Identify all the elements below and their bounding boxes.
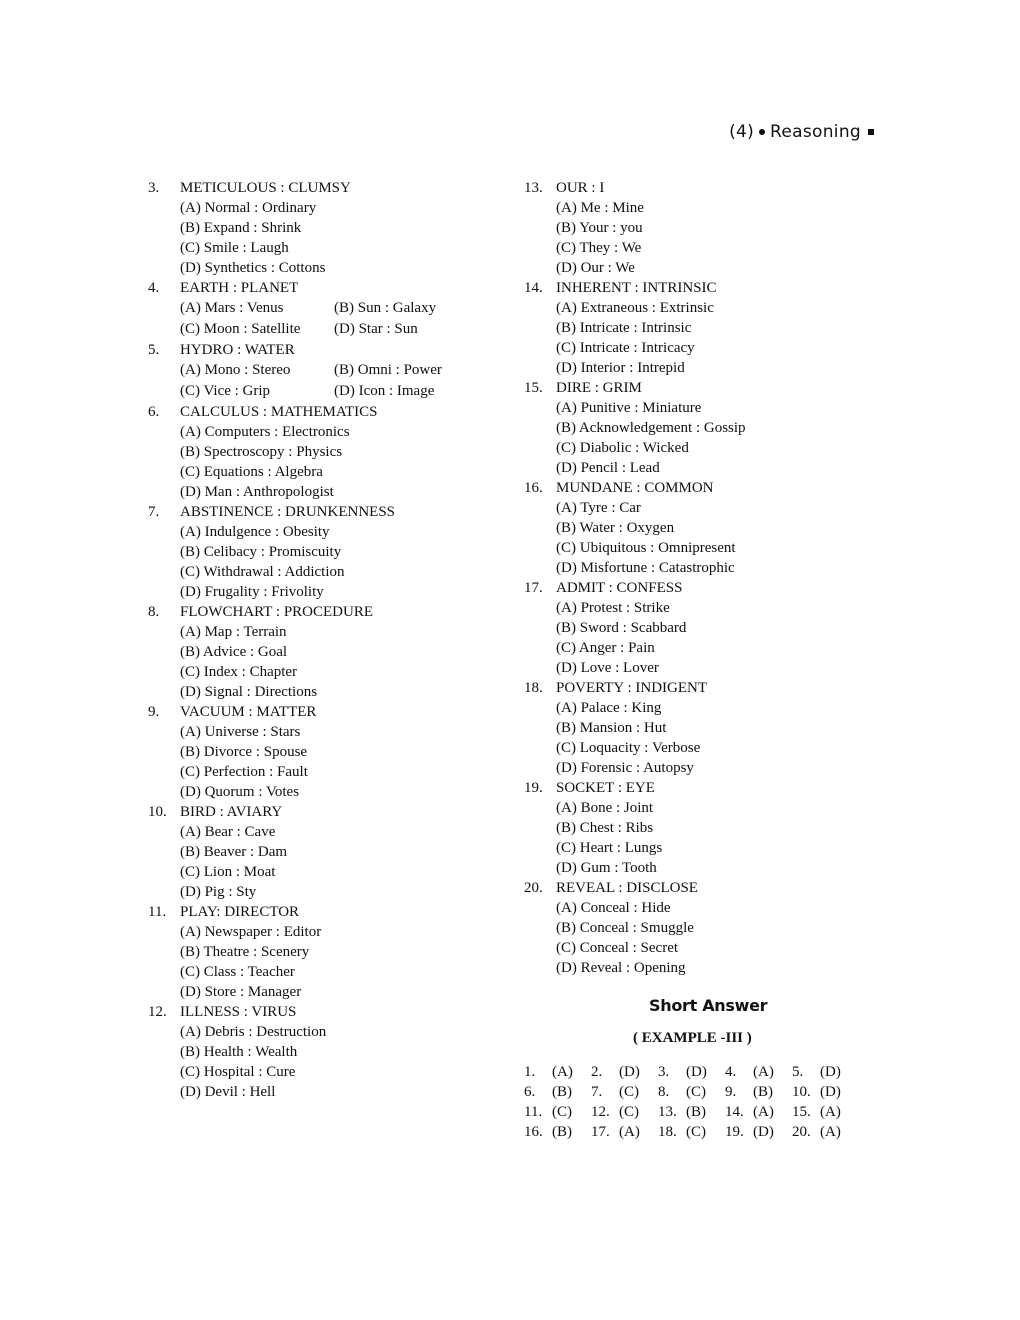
option-item: (A) Normal : Ordinary <box>180 200 317 216</box>
question-stem <box>148 340 488 360</box>
answer-letter: (B) <box>552 1124 572 1140</box>
answer-number: 13. <box>658 1104 677 1120</box>
answer-number: 14. <box>725 1104 744 1120</box>
answer-number: 7. <box>591 1084 603 1100</box>
answer-letter: (A) <box>753 1104 774 1120</box>
option-item: (D) Signal : Directions <box>180 684 318 700</box>
bullet-icon <box>759 129 765 135</box>
option-item: (C) Conceal : Secret <box>556 940 679 956</box>
question-item <box>148 702 488 802</box>
answer-letter: (A) <box>820 1124 841 1140</box>
option-item: (C) Smile : Laugh <box>180 240 289 256</box>
option-item: (B) Mansion : Hut <box>556 720 667 736</box>
answer-row <box>524 1122 859 1142</box>
question-item <box>148 402 488 502</box>
question-stem <box>148 278 488 298</box>
question-item <box>524 278 864 378</box>
answer-entry <box>591 1122 658 1142</box>
option-item: (A) Extraneous : Extrinsic <box>556 300 714 316</box>
option-item: (A) Protest : Strike <box>556 600 670 616</box>
option-item: (C) They : We <box>556 240 642 256</box>
question-pair: MUNDANE : COMMON <box>556 480 714 496</box>
question-pair: PLAY: DIRECTOR <box>180 904 300 920</box>
option-item: (C) Moon : Satellite <box>180 321 301 337</box>
answer-number: 17. <box>591 1124 610 1140</box>
answer-entry <box>792 1102 859 1122</box>
question-stem <box>148 802 488 822</box>
answer-number: 18. <box>658 1124 677 1140</box>
question-stem <box>148 178 488 198</box>
option-item: (B) Expand : Shrink <box>180 220 302 236</box>
option-item: (C) Hospital : Cure <box>180 1064 296 1080</box>
option-item: (D) Gum : Tooth <box>556 860 657 876</box>
question-pair: SOCKET : EYE <box>556 780 655 796</box>
answer-letter: (D) <box>619 1064 640 1080</box>
question-number: 4. <box>148 280 160 296</box>
question-pair: DIRE : GRIM <box>556 380 642 396</box>
option-item: (C) Intricate : Intricacy <box>556 340 695 356</box>
answer-letter: (A) <box>552 1064 573 1080</box>
question-pair: ABSTINENCE : DRUNKENNESS <box>180 504 396 520</box>
option-row <box>148 360 488 381</box>
question-pair: CALCULUS : MATHEMATICS <box>180 404 378 420</box>
answer-entry <box>725 1062 792 1082</box>
option-row <box>148 381 488 402</box>
option-item: (B) Sword : Scabbard <box>556 620 687 636</box>
question-pair: POVERTY : INDIGENT <box>556 680 708 696</box>
option-item: (C) Withdrawal : Addiction <box>180 564 345 580</box>
option-item: (D) Forensic : Autopsy <box>556 760 694 776</box>
question-item <box>148 178 488 278</box>
answer-entry <box>591 1082 658 1102</box>
answer-number: 6. <box>524 1084 536 1100</box>
option-item: (A) Tyre : Car <box>556 500 641 516</box>
example-title: ( EXAMPLE -III ) <box>633 1030 752 1046</box>
option-item: (C) Class : Teacher <box>180 964 295 980</box>
option-item: (C) Index : Chapter <box>180 664 298 680</box>
question-pair: BIRD : AVIARY <box>180 804 283 820</box>
question-pair: REVEAL : DISCLOSE <box>556 880 698 896</box>
option-item: (C) Heart : Lungs <box>556 840 663 856</box>
option-item: (C) Ubiquitous : Omnipresent <box>556 540 736 556</box>
question-item <box>524 378 864 478</box>
answer-letter: (B) <box>686 1104 706 1120</box>
option-item: (C) Diabolic : Wicked <box>556 440 689 456</box>
question-item <box>148 278 488 340</box>
question-stem <box>524 278 864 298</box>
question-item <box>524 778 864 878</box>
answer-letter: (D) <box>820 1084 841 1100</box>
answer-number: 3. <box>658 1064 670 1080</box>
question-stem <box>524 778 864 798</box>
answer-letter: (C) <box>552 1104 572 1120</box>
question-item <box>524 478 864 578</box>
answer-entry <box>725 1122 792 1142</box>
question-item <box>148 602 488 702</box>
question-number: 3. <box>148 180 160 196</box>
answer-entry <box>792 1122 859 1142</box>
option-item: (D) Frugality : Frivolity <box>180 584 324 600</box>
answer-letter: (C) <box>619 1084 639 1100</box>
question-stem <box>148 902 488 922</box>
question-number: 6. <box>148 404 160 420</box>
answer-entry <box>524 1122 591 1142</box>
option-item: (B) Divorce : Spouse <box>180 744 308 760</box>
option-row <box>148 319 488 340</box>
question-number: 17. <box>524 580 543 596</box>
answer-number: 19. <box>725 1124 744 1140</box>
answer-entry <box>792 1062 859 1082</box>
question-item <box>148 902 488 1002</box>
question-number: 11. <box>148 904 167 920</box>
answer-number: 16. <box>524 1124 543 1140</box>
option-item: (B) Spectroscopy : Physics <box>180 444 343 460</box>
answer-row <box>524 1062 859 1082</box>
option-item: (A) Palace : King <box>556 700 662 716</box>
option-item: (B) Theatre : Scenery <box>180 944 310 960</box>
option-item: (B) Acknowledgement : Gossip <box>556 420 746 436</box>
question-item <box>524 578 864 678</box>
option-item: (C) Lion : Moat <box>180 864 276 880</box>
answer-letter: (C) <box>619 1104 639 1120</box>
answer-letter: (B) <box>753 1084 773 1100</box>
answer-number: 5. <box>792 1064 804 1080</box>
question-number: 15. <box>524 380 543 396</box>
option-item: (A) Punitive : Miniature <box>556 400 702 416</box>
question-pair: ILLNESS : VIRUS <box>180 1004 297 1020</box>
option-item: (A) Universe : Stars <box>180 724 301 740</box>
page-number: (4) <box>729 122 755 142</box>
question-item <box>148 502 488 602</box>
question-stem <box>148 502 488 522</box>
question-pair: VACUUM : MATTER <box>180 704 317 720</box>
question-number: 10. <box>148 804 167 820</box>
option-item: (A) Newspaper : Editor <box>180 924 322 940</box>
option-item: (D) Love : Lover <box>556 660 659 676</box>
question-item <box>148 340 488 402</box>
option-item: (D) Interior : Intrepid <box>556 360 685 376</box>
question-number: 20. <box>524 880 543 896</box>
option-item: (D) Quorum : Votes <box>180 784 300 800</box>
option-item: (A) Me : Mine <box>556 200 644 216</box>
answer-number: 4. <box>725 1064 737 1080</box>
question-pair: OUR : I <box>556 180 605 196</box>
answer-number: 10. <box>792 1084 811 1100</box>
option-item: (B) Conceal : Smuggle <box>556 920 694 936</box>
question-number: 9. <box>148 704 160 720</box>
option-item: (D) Devil : Hell <box>180 1084 276 1100</box>
option-item: (B) Water : Oxygen <box>556 520 675 536</box>
question-pair: HYDRO : WATER <box>180 342 295 358</box>
answer-letter: (D) <box>820 1064 841 1080</box>
option-item: (A) Mono : Stereo <box>180 362 291 378</box>
answer-number: 20. <box>792 1124 811 1140</box>
answer-letter: (D) <box>686 1064 707 1080</box>
option-item: (A) Computers : Electronics <box>180 424 350 440</box>
option-item: (B) Your : you <box>556 220 643 236</box>
question-pair: FLOWCHART : PROCEDURE <box>180 604 374 620</box>
question-number: 16. <box>524 480 543 496</box>
answer-entry <box>725 1082 792 1102</box>
option-item: (A) Mars : Venus <box>180 300 284 316</box>
square-bullet-icon <box>868 129 874 135</box>
question-number: 19. <box>524 780 543 796</box>
question-pair: EARTH : PLANET <box>180 280 299 296</box>
option-item: (D) Star : Sun <box>334 321 418 337</box>
answer-letter: (D) <box>753 1124 774 1140</box>
question-stem <box>148 702 488 722</box>
option-item: (A) Indulgence : Obesity <box>180 524 330 540</box>
answer-entry <box>725 1102 792 1122</box>
question-pair: INHERENT : INTRINSIC <box>556 280 717 296</box>
question-stem <box>524 578 864 598</box>
option-item: (B) Sun : Galaxy <box>334 300 437 316</box>
question-number: 8. <box>148 604 160 620</box>
option-item: (D) Misfortune : Catastrophic <box>556 560 735 576</box>
question-number: 14. <box>524 280 543 296</box>
header-title: Reasoning <box>770 122 861 142</box>
answer-key <box>524 1062 859 1142</box>
option-item: (D) Reveal : Opening <box>556 960 686 976</box>
answer-number: 9. <box>725 1084 737 1100</box>
option-item: (D) Our : We <box>556 260 635 276</box>
option-item: (A) Map : Terrain <box>180 624 287 640</box>
question-number: 18. <box>524 680 543 696</box>
answer-entry <box>658 1102 725 1122</box>
answer-number: 8. <box>658 1084 670 1100</box>
question-pair: ADMIT : CONFESS <box>556 580 683 596</box>
question-number: 12. <box>148 1004 167 1020</box>
answer-entry <box>524 1062 591 1082</box>
answer-entry <box>591 1102 658 1122</box>
question-item <box>524 178 864 278</box>
option-item: (C) Equations : Algebra <box>180 464 323 480</box>
question-stem <box>148 602 488 622</box>
question-number: 13. <box>524 180 543 196</box>
answer-letter: (C) <box>686 1124 706 1140</box>
option-item: (B) Celibacy : Promiscuity <box>180 544 342 560</box>
option-item: (D) Synthetics : Cottons <box>180 260 326 276</box>
answer-entry <box>658 1122 725 1142</box>
option-item: (C) Vice : Grip <box>180 383 271 399</box>
answer-letter: (C) <box>686 1084 706 1100</box>
question-stem <box>524 378 864 398</box>
option-item: (B) Chest : Ribs <box>556 820 654 836</box>
option-item: (D) Pig : Sty <box>180 884 257 900</box>
question-stem <box>524 678 864 698</box>
option-item: (B) Health : Wealth <box>180 1044 298 1060</box>
option-item: (B) Intricate : Intrinsic <box>556 320 692 336</box>
question-pair: METICULOUS : CLUMSY <box>180 180 351 196</box>
option-item: (A) Conceal : Hide <box>556 900 671 916</box>
question-stem <box>148 1002 488 1022</box>
answer-entry <box>524 1102 591 1122</box>
answer-row <box>524 1082 859 1102</box>
answer-letter: (A) <box>753 1064 774 1080</box>
answer-entry <box>524 1082 591 1102</box>
option-item: (C) Perfection : Fault <box>180 764 308 780</box>
answer-entry <box>658 1062 725 1082</box>
option-item: (D) Store : Manager <box>180 984 302 1000</box>
option-item: (C) Anger : Pain <box>556 640 655 656</box>
answer-number: 1. <box>524 1064 536 1080</box>
question-item <box>524 678 864 778</box>
question-item <box>524 878 864 978</box>
answer-entry <box>658 1082 725 1102</box>
question-stem <box>524 878 864 898</box>
option-item: (D) Man : Anthropologist <box>180 484 334 500</box>
answer-number: 15. <box>792 1104 811 1120</box>
question-number: 7. <box>148 504 160 520</box>
option-item: (A) Bone : Joint <box>556 800 654 816</box>
answer-letter: (B) <box>552 1084 572 1100</box>
question-item <box>148 1002 488 1102</box>
answer-number: 2. <box>591 1064 603 1080</box>
right-question-column <box>524 178 864 978</box>
option-item: (B) Beaver : Dam <box>180 844 288 860</box>
question-stem <box>524 178 864 198</box>
question-stem <box>524 478 864 498</box>
left-question-column <box>148 178 488 1102</box>
option-item: (C) Loquacity : Verbose <box>556 740 701 756</box>
option-row <box>148 298 488 319</box>
option-item: (A) Bear : Cave <box>180 824 276 840</box>
answer-entry <box>792 1082 859 1102</box>
question-stem <box>148 402 488 422</box>
answer-entry <box>591 1062 658 1082</box>
option-item: (B) Advice : Goal <box>180 644 288 660</box>
answer-row <box>524 1102 859 1122</box>
option-item: (A) Debris : Destruction <box>180 1024 327 1040</box>
answer-letter: (A) <box>820 1104 841 1120</box>
answer-number: 11. <box>524 1104 543 1120</box>
short-answer-title: Short Answer <box>649 996 768 1015</box>
page-header <box>729 122 874 142</box>
option-item: (D) Icon : Image <box>334 383 435 399</box>
option-item: (B) Omni : Power <box>334 362 442 378</box>
answer-letter: (A) <box>619 1124 640 1140</box>
question-number: 5. <box>148 342 160 358</box>
option-item: (D) Pencil : Lead <box>556 460 660 476</box>
question-item <box>148 802 488 902</box>
answer-number: 12. <box>591 1104 610 1120</box>
